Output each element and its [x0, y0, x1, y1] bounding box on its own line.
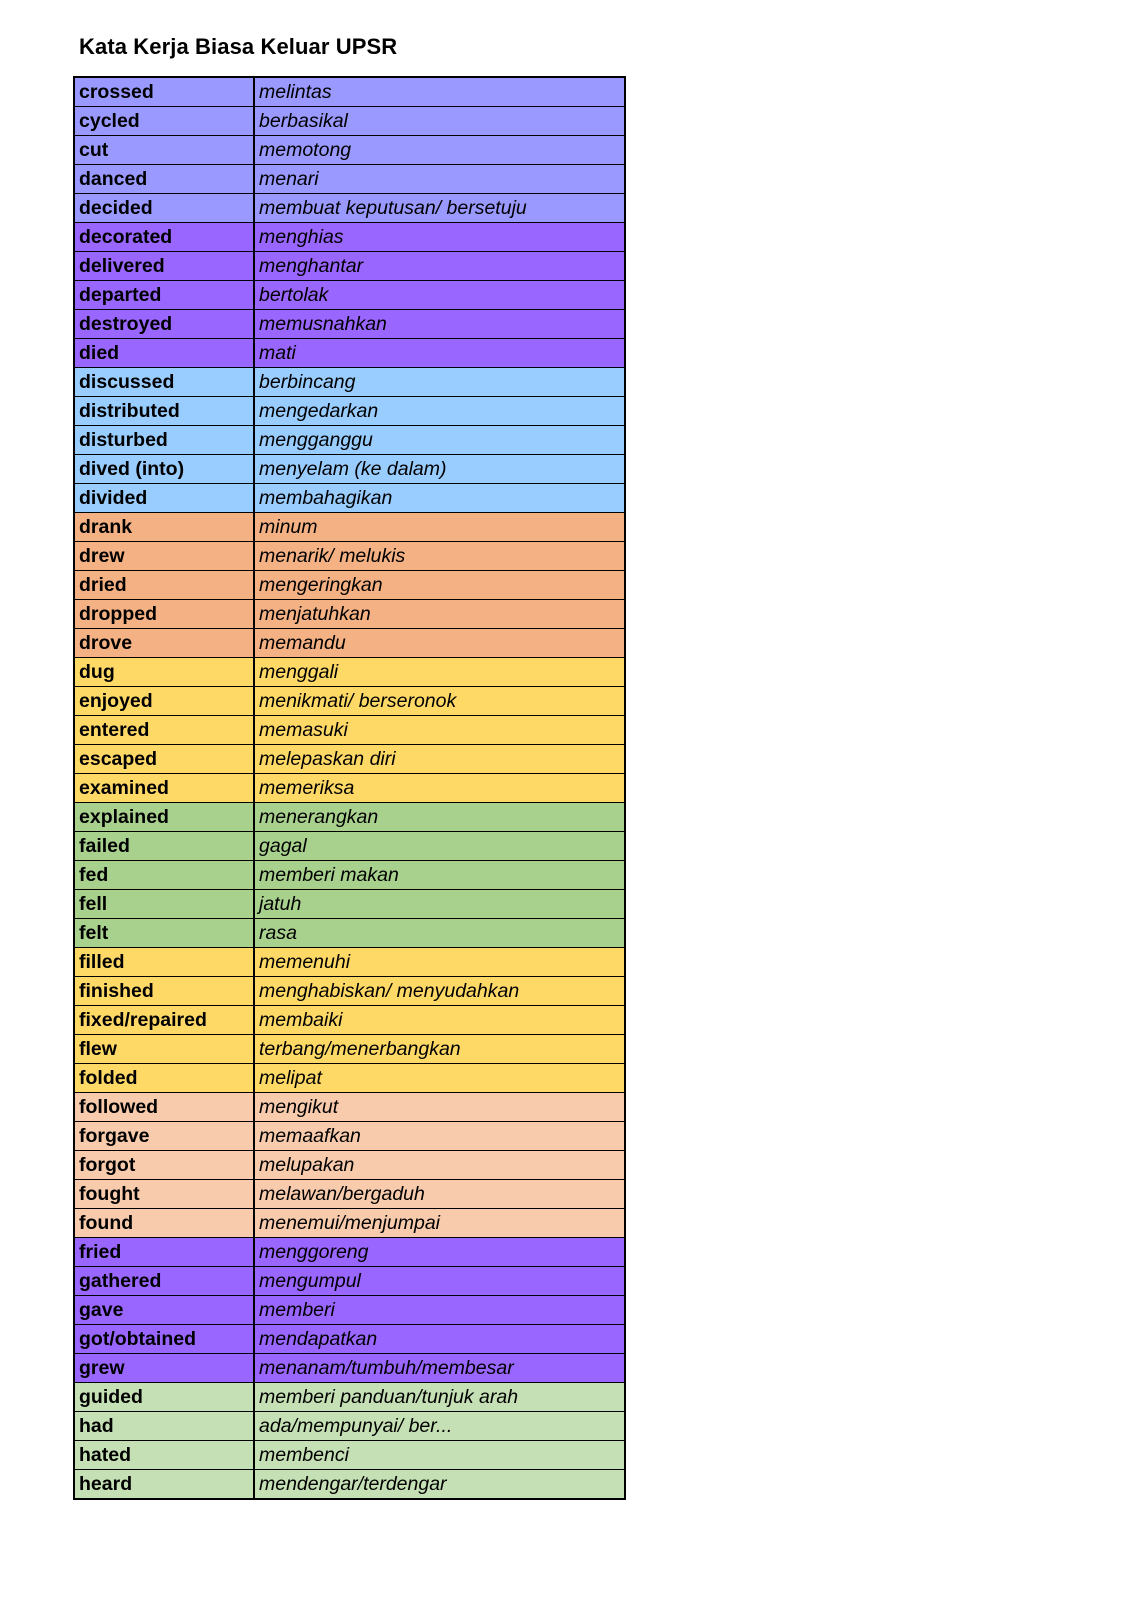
malay-meaning-cell: mati: [254, 339, 625, 368]
english-verb-cell: fell: [74, 890, 254, 919]
table-row: [74, 484, 625, 513]
malay-meaning-cell: bertolak: [254, 281, 625, 310]
table-row: [74, 136, 625, 165]
malay-meaning-cell: memeriksa: [254, 774, 625, 803]
table-row: [74, 368, 625, 397]
english-verb-cell: finished: [74, 977, 254, 1006]
english-verb-cell: followed: [74, 1093, 254, 1122]
english-verb-cell: dug: [74, 658, 254, 687]
table-row: [74, 1296, 625, 1325]
malay-meaning-cell: memberi panduan/tunjuk arah: [254, 1383, 625, 1412]
malay-meaning-cell: minum: [254, 513, 625, 542]
page-title: Kata Kerja Biasa Keluar UPSR: [79, 34, 398, 59]
malay-meaning-cell: melawan/bergaduh: [254, 1180, 625, 1209]
malay-meaning-cell: mengeringkan: [254, 571, 625, 600]
table-row: [74, 1325, 625, 1354]
malay-meaning-cell: terbang/menerbangkan: [254, 1035, 625, 1064]
english-verb-cell: flew: [74, 1035, 254, 1064]
malay-meaning-cell: menghantar: [254, 252, 625, 281]
english-verb-cell: enjoyed: [74, 687, 254, 716]
table-row: [74, 861, 625, 890]
malay-meaning-cell: memandu: [254, 629, 625, 658]
english-verb-cell: fried: [74, 1238, 254, 1267]
table-row: [74, 977, 625, 1006]
english-verb-cell: dried: [74, 571, 254, 600]
english-verb-cell: guided: [74, 1383, 254, 1412]
table-row: [74, 803, 625, 832]
english-verb-cell: explained: [74, 803, 254, 832]
table-row: [74, 397, 625, 426]
table-row: [74, 310, 625, 339]
malay-meaning-cell: rasa: [254, 919, 625, 948]
english-verb-cell: drank: [74, 513, 254, 542]
malay-meaning-cell: menikmati/ berseronok: [254, 687, 625, 716]
malay-meaning-cell: memberi: [254, 1296, 625, 1325]
english-verb-cell: died: [74, 339, 254, 368]
english-verb-cell: examined: [74, 774, 254, 803]
english-verb-cell: felt: [74, 919, 254, 948]
table-row: [74, 890, 625, 919]
english-verb-cell: destroyed: [74, 310, 254, 339]
table-row: [74, 165, 625, 194]
table-row: [74, 600, 625, 629]
table-row: [74, 1238, 625, 1267]
english-verb-cell: distributed: [74, 397, 254, 426]
table-row: [74, 1209, 625, 1238]
malay-meaning-cell: memenuhi: [254, 948, 625, 977]
malay-meaning-cell: memberi makan: [254, 861, 625, 890]
malay-meaning-cell: membaiki: [254, 1006, 625, 1035]
malay-meaning-cell: melipat: [254, 1064, 625, 1093]
malay-meaning-cell: berbincang: [254, 368, 625, 397]
english-verb-cell: heard: [74, 1470, 254, 1500]
table-row: [74, 77, 625, 107]
english-verb-cell: divided: [74, 484, 254, 513]
table-row: [74, 774, 625, 803]
table-row: [74, 455, 625, 484]
table-row: [74, 658, 625, 687]
malay-meaning-cell: memotong: [254, 136, 625, 165]
english-verb-cell: failed: [74, 832, 254, 861]
malay-meaning-cell: menarik/ melukis: [254, 542, 625, 571]
malay-meaning-cell: menari: [254, 165, 625, 194]
malay-meaning-cell: mengumpul: [254, 1267, 625, 1296]
table-row: [74, 919, 625, 948]
english-verb-cell: filled: [74, 948, 254, 977]
english-verb-cell: escaped: [74, 745, 254, 774]
table-row: [74, 745, 625, 774]
english-verb-cell: got/obtained: [74, 1325, 254, 1354]
english-verb-cell: cut: [74, 136, 254, 165]
english-verb-cell: gave: [74, 1296, 254, 1325]
malay-meaning-cell: melintas: [254, 77, 625, 107]
table-row: [74, 1006, 625, 1035]
malay-meaning-cell: gagal: [254, 832, 625, 861]
malay-meaning-cell: mengikut: [254, 1093, 625, 1122]
table-row: [74, 223, 625, 252]
table-row: [74, 426, 625, 455]
malay-meaning-cell: membuat keputusan/ bersetuju: [254, 194, 625, 223]
english-verb-cell: danced: [74, 165, 254, 194]
table-row: [74, 1035, 625, 1064]
table-row: [74, 687, 625, 716]
english-verb-cell: entered: [74, 716, 254, 745]
table-row: [74, 1093, 625, 1122]
table-row: [74, 1354, 625, 1383]
vocabulary-table-body: [74, 77, 625, 1499]
english-verb-cell: crossed: [74, 77, 254, 107]
malay-meaning-cell: membenci: [254, 1441, 625, 1470]
malay-meaning-cell: mengganggu: [254, 426, 625, 455]
table-row: [74, 571, 625, 600]
table-row: [74, 339, 625, 368]
malay-meaning-cell: membahagikan: [254, 484, 625, 513]
english-verb-cell: disturbed: [74, 426, 254, 455]
table-row: [74, 107, 625, 136]
english-verb-cell: fed: [74, 861, 254, 890]
malay-meaning-cell: menerangkan: [254, 803, 625, 832]
malay-meaning-cell: menggali: [254, 658, 625, 687]
english-verb-cell: found: [74, 1209, 254, 1238]
malay-meaning-cell: jatuh: [254, 890, 625, 919]
table-row: [74, 1470, 625, 1500]
malay-meaning-cell: ada/mempunyai/ ber...: [254, 1412, 625, 1441]
english-verb-cell: dropped: [74, 600, 254, 629]
malay-meaning-cell: mengedarkan: [254, 397, 625, 426]
english-verb-cell: forgot: [74, 1151, 254, 1180]
english-verb-cell: delivered: [74, 252, 254, 281]
english-verb-cell: decorated: [74, 223, 254, 252]
table-row: [74, 1267, 625, 1296]
english-verb-cell: departed: [74, 281, 254, 310]
english-verb-cell: fought: [74, 1180, 254, 1209]
english-verb-cell: grew: [74, 1354, 254, 1383]
malay-meaning-cell: menyelam (ke dalam): [254, 455, 625, 484]
malay-meaning-cell: memaafkan: [254, 1122, 625, 1151]
table-row: [74, 1122, 625, 1151]
english-verb-cell: discussed: [74, 368, 254, 397]
english-verb-cell: drew: [74, 542, 254, 571]
vocabulary-table: [73, 76, 626, 1500]
table-row: [74, 948, 625, 977]
malay-meaning-cell: berbasikal: [254, 107, 625, 136]
table-row: [74, 1441, 625, 1470]
malay-meaning-cell: menemui/menjumpai: [254, 1209, 625, 1238]
table-row: [74, 832, 625, 861]
table-row: [74, 542, 625, 571]
english-verb-cell: forgave: [74, 1122, 254, 1151]
english-verb-cell: hated: [74, 1441, 254, 1470]
table-row: [74, 629, 625, 658]
malay-meaning-cell: melupakan: [254, 1151, 625, 1180]
table-row: [74, 1151, 625, 1180]
malay-meaning-cell: mendengar/terdengar: [254, 1470, 625, 1500]
table-row: [74, 513, 625, 542]
table-row: [74, 716, 625, 745]
english-verb-cell: decided: [74, 194, 254, 223]
malay-meaning-cell: menghias: [254, 223, 625, 252]
table-row: [74, 1383, 625, 1412]
table-row: [74, 1180, 625, 1209]
malay-meaning-cell: menggoreng: [254, 1238, 625, 1267]
english-verb-cell: had: [74, 1412, 254, 1441]
english-verb-cell: fixed/repaired: [74, 1006, 254, 1035]
english-verb-cell: dived (into): [74, 455, 254, 484]
table-row: [74, 1412, 625, 1441]
malay-meaning-cell: melepaskan diri: [254, 745, 625, 774]
english-verb-cell: folded: [74, 1064, 254, 1093]
malay-meaning-cell: menanam/tumbuh/membesar: [254, 1354, 625, 1383]
table-row: [74, 194, 625, 223]
malay-meaning-cell: memusnahkan: [254, 310, 625, 339]
table-row: [74, 281, 625, 310]
malay-meaning-cell: memasuki: [254, 716, 625, 745]
english-verb-cell: drove: [74, 629, 254, 658]
table-row: [74, 1064, 625, 1093]
english-verb-cell: cycled: [74, 107, 254, 136]
table-row: [74, 252, 625, 281]
english-verb-cell: gathered: [74, 1267, 254, 1296]
malay-meaning-cell: mendapatkan: [254, 1325, 625, 1354]
malay-meaning-cell: menghabiskan/ menyudahkan: [254, 977, 625, 1006]
malay-meaning-cell: menjatuhkan: [254, 600, 625, 629]
